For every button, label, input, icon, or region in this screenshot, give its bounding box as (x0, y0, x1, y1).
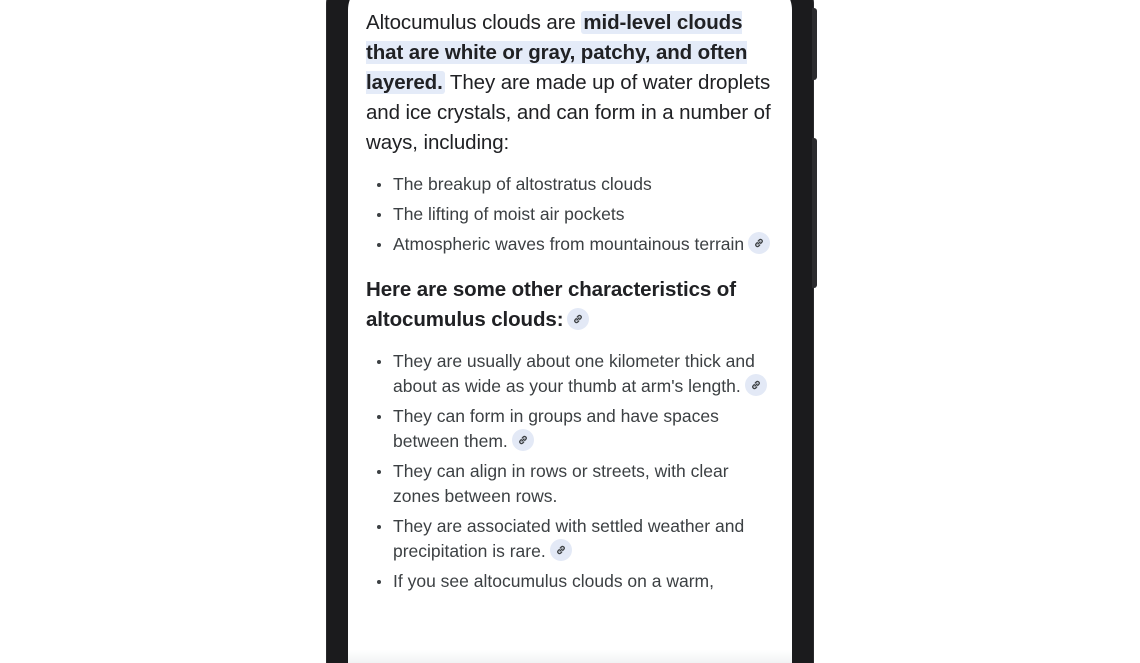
source-link-button[interactable] (550, 539, 572, 561)
list-item (366, 404, 780, 454)
characteristics-list (366, 349, 780, 594)
list-item (366, 459, 780, 509)
phone-volume-button (812, 8, 817, 80)
intro-suffix: They are made up of water droplets and ice crystals, and can form in a number of ways, including: (366, 71, 771, 154)
list-item-text: The breakup of altostratus clouds (393, 174, 652, 194)
list-item-text: They are associated with settled weather and precipitation is rare. (393, 516, 745, 561)
screen-bottom-edge (348, 650, 792, 663)
link-icon (555, 544, 567, 556)
list-item-text: They can form in groups and have spaces between them. (393, 406, 719, 451)
list-item (366, 349, 780, 399)
phone-power-button (812, 138, 817, 288)
link-icon (753, 237, 765, 249)
list-item-text: If you see altocumulus clouds on a warm, (393, 571, 714, 591)
answer-content (366, 8, 780, 612)
list-item-text: They can align in rows or streets, with clear zones between rows. (393, 461, 729, 506)
link-icon (750, 379, 762, 391)
list-item (366, 202, 780, 227)
list-item-text: Atmospheric waves from mountainous terrain (393, 234, 745, 254)
link-icon (517, 434, 529, 446)
characteristics-heading-text: Here are some other characteristics of altocumulus clouds: (366, 278, 736, 331)
characteristics-heading (366, 275, 780, 335)
intro-prefix: Altocumulus clouds are (366, 11, 582, 34)
source-link-button[interactable] (748, 232, 770, 254)
intro-paragraph (366, 8, 780, 158)
source-link-button[interactable] (567, 308, 589, 330)
list-item (366, 232, 780, 257)
phone-screen (348, 0, 792, 663)
link-icon (572, 313, 584, 325)
list-item (366, 514, 780, 564)
list-item-text: The lifting of moist air pockets (393, 204, 625, 224)
list-item (366, 172, 780, 197)
formation-list (366, 172, 780, 257)
intro-highlight: mid-level clouds that are white or gray, patchy, and often layered. (366, 11, 748, 94)
source-link-button[interactable] (512, 429, 534, 451)
list-item (366, 569, 780, 594)
list-item-text: They are usually about one kilometer thick and about as wide as your thumb at arm's length. (393, 351, 755, 396)
source-link-button[interactable] (745, 374, 767, 396)
